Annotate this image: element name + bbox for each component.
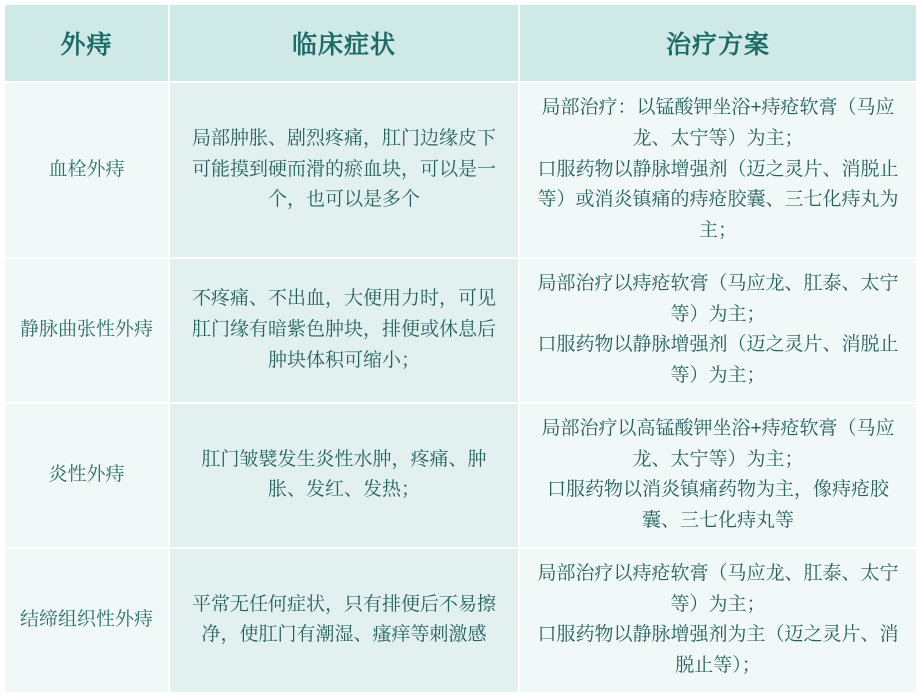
- row-treatment-thrombotic: [519, 82, 917, 258]
- treatment-line-local: 局部治疗：以锰酸钾坐浴+痔疮软膏（马应龙、太宁等）为主；: [541, 97, 895, 149]
- row-type-thrombotic: 血栓外痔: [4, 82, 169, 258]
- table-header-row: [4, 4, 917, 82]
- row-symptom-connective-tissue: 平常无任何症状，只有排便后不易擦净，使肛门有潮湿、瘙痒等刺激感: [169, 548, 519, 693]
- column-header-type: 外痔: [4, 4, 169, 82]
- treatment-line-local: 局部治疗以痔疮软膏（马应龙、肛泰、太宁等）为主；: [537, 272, 899, 325]
- treatment-line-local: 局部治疗以高锰酸钾坐浴+痔疮软膏（马应龙、太宁等）为主；: [541, 417, 895, 470]
- row-symptom-inflammatory: 肛门皱襞发生炎性水肿，疼痛、肿胀、发红、发热；: [169, 403, 519, 548]
- row-type-inflammatory: 炎性外痔: [4, 403, 169, 548]
- treatment-line-oral: 口服药物以消炎镇痛药物为主，像痔疮胶囊、三七化痔丸等: [546, 479, 889, 532]
- table-header: [4, 4, 917, 82]
- treatment-line-oral: 口服药物以静脉增强剂（迈之灵片、消脱止等）或消炎镇痛的痔疮胶囊、三七化痔丸为主；: [537, 158, 899, 242]
- table-row: [4, 258, 917, 403]
- column-header-treatment: 治疗方案: [519, 4, 917, 82]
- table-row: [4, 548, 917, 693]
- row-type-connective-tissue: 结缔组织性外痔: [4, 548, 169, 693]
- treatment-line-local: 局部治疗以痔疮软膏（马应龙、肛泰、太宁等）为主；: [537, 562, 899, 615]
- table-row: [4, 403, 917, 548]
- column-header-symptoms: 临床症状: [169, 4, 519, 82]
- row-treatment-inflammatory: [519, 403, 917, 548]
- table-body: [4, 82, 917, 693]
- row-treatment-connective-tissue: [519, 548, 917, 693]
- row-treatment-varicose: [519, 258, 917, 403]
- treatment-line-oral: 口服药物以静脉增强剂为主（迈之灵片、消脱止等）；: [537, 624, 899, 677]
- treatment-line-oral: 口服药物以静脉增强剂（迈之灵片、消脱止等）为主；: [537, 334, 899, 387]
- table-row: [4, 82, 917, 258]
- hemorrhoid-comparison-table: [3, 3, 918, 694]
- row-type-varicose: 静脉曲张性外痔: [4, 258, 169, 403]
- row-symptom-thrombotic: 局部肿胀、剧烈疼痛，肛门边缘皮下可能摸到硬而滑的瘀血块，可以是一个，也可以是多个: [169, 82, 519, 258]
- row-symptom-varicose: 不疼痛、不出血，大便用力时，可见肛门缘有暗紫色肿块，排便或休息后肿块体积可缩小；: [169, 258, 519, 403]
